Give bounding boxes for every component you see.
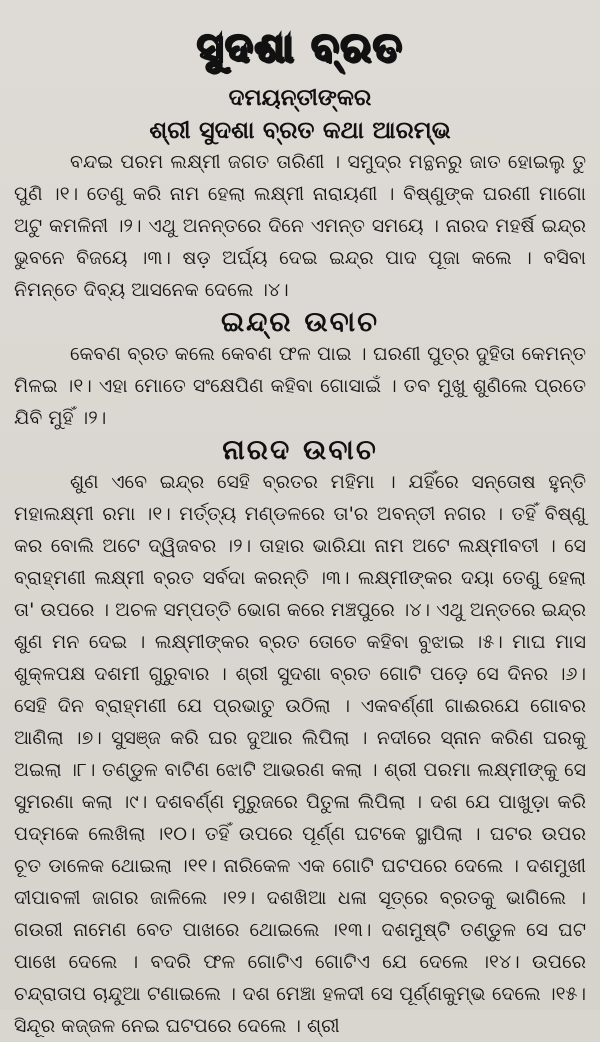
verse-text-2: କେବଣ ବ୍ରତ କଲେ କେବଣ ଫଳ ପାଇ । ଘରଣୀ ପୁତ୍ର ଦୁହିତା କେମନ୍ତ ମିଳଇ ।୧। ଏହା ମୋତେ ସଂକ୍ଷେପିଣ କହିବା ଗୋସାଇଁ । ତବ ମୁଖୁ ଶୁଣିଲେ ପ୍ରତେ ଯିବି ମୁହିଁ ।୨। xyxy=(14,343,586,429)
narada-uvacha-heading: ନାରଦ ଉବାଚ xyxy=(222,433,378,466)
page-title: ସୁଦଶା ବ୍ରତ xyxy=(196,25,404,71)
indra-uvacha-heading: ଇନ୍ଦ୍ର ଉବାଚ xyxy=(220,305,380,338)
story-heading: ଶ୍ରୀ ସୁଦଶା ବ୍ରତ କଥା ଆରମ୍ଭ xyxy=(149,116,451,144)
section-subtitle: ଦମୟନ୍ତୀଙ୍କର xyxy=(228,85,372,111)
verse-text-1: ବନ୍ଦଇ ପରମ ଲକ୍ଷ୍ମୀ ଜଗତ ତାରିଣୀ । ସମୁଦ୍ର ମନ୍ଥନରୁ ଜାତ ହୋଇଲୁ ତୁ ପୁଣି ।୧। ତେଣୁ କରି ନାମ ହେଲା ଲକ୍ଷ୍ମୀ ନାରାୟଣୀ । ବିଷ୍ଣୁଙ୍କ ଘରଣୀ ମାଗୋ ଅଟୁ କମଳିନୀ ।୨। ଏଥୁ ଅନନ୍ତରେ ଦିନେ ଏମନ୍ତ ସମୟେ । ନାରଦ ମହର୍ଷି ଇନ୍ଦ୍ର ଭୁବନେ ବିଜୟେ ।୩। ଷଡ଼ ଅର୍ଘ୍ୟ ଦେଇ ଇନ୍ଦ୍ର ପାଦ ପୂଜା କଲେ । ବସିବା ନିମନ୍ତେ ଦିବ୍ୟ ଆସନେକ ଦେଲେ ।୪। xyxy=(14,151,586,301)
verse-text-3: ଶୁଣ ଏବେ ଇନ୍ଦ୍ର ସେହି ବ୍ରତର ମହିମା । ଯହିଁରେ ସନ୍ତୋଷ ହୁନ୍ତି ମହାଲକ୍ଷ୍ମୀ ରମା ।୧। ମର୍ତ୍ତ୍ୟ ମଣ୍ଡଳରେ ତା'ର ଅବନ୍ତୀ ନଗର । ତହିଁ ବିଷ୍ଣୁ କର ବୋଲି ଅଟେ ଦ୍ୱିଜବର ।୨। ତାହାର ଭାରିଯା ନାମ ଅଟେ ଲକ୍ଷ୍ମୀବତୀ । ସେ ବ୍ରାହ୍ମଣୀ ଲକ୍ଷ୍ମୀ ବ୍ରତ ସର୍ବଦା କରନ୍ତି ।୩। ଲକ୍ଷ୍ମୀଙ୍କର ଦୟା ତେଣୁ ହେଲା ତା' ଉପରେ । ଅଚଳ ସମ୍ପତ୍ତି ଭୋଗ କରେ ମଞ୍ଚପୁରେ ।୪। ଏଥୁ ଅନ୍ତରେ ଇନ୍ଦ୍ର ଶୁଣ ମନ ଦେଇ । ଲକ୍ଷ୍ମୀଙ୍କର ବ୍ରତ ତୋତେ କହିବା ବୁଝାଇ ।୫। ମାଘ ମାସ ଶୁକ୍ଳପକ୍ଷ ଦଶମୀ ଗୁରୁବାର । ଶ୍ରୀ ସୁଦଶା ବ୍ରତ ଗୋଟି ପଡ଼େ ସେ ଦିନର ।୬। ସେହି ଦିନ ବ୍ରାହ୍ମଣୀ ଯେ ପ୍ରଭାତୁ ଉଠିଲା । ଏକବର୍ଣ୍ଣୀ ଗାଈରଯେ ଗୋବର ଆଣିଲା ।୭। ସୁସଞ୍ଜ କରି ଘର ଦୁଆର ଲିପିଲା । ନଦୀରେ ସ୍ନାନ କରିଣ ଘରକୁ ଅଇଲା ।୮। ତଣ୍ଡୁଳ ବାଟିଣ ଝୋଟି ଆଭରଣ କଲା । ଶ୍ରୀ ପରମା ଲକ୍ଷ୍ମୀଙ୍କୁ ସେ ସୁମରଣା କଲା ।୯। ଦଶବର୍ଣ୍ଣ ମୁରୁଜରେ ପିତୁଳା ଲିପିଲା । ଦଶ ଯେ ପାଖୁଡ଼ା କରି ପଦ୍ମକେ ଲେଖିଲା ।୧୦। ତହିଁ ଉପରେ ପୂର୍ଣ୍ଣ ଘଟକେ ସ୍ଥାପିଲା । ଘଟର ଉପର ଚୂତ ଡାଳେକ ଥୋଇଲା ।୧୧। ନାରିକେଳ ଏକ ଗୋଟି ଘଟପରେ ଦେଲେ । ଦଶମୁଖୀ ଦୀପାବଳୀ ଜାଗର ଜାଳିଲେ ।୧୨। ଦଶଖିଆ ଧଳା ସୂତ୍ରେ ବ୍ରତକୁ ଭାଗିଲେ । ଗଉରୀ ନାମେଣ ବେତ ପାଖରେ ଥୋଇଲେ ।୧୩। ଦଶମୁଷ୍ଟି ତଣ୍ଡୁଳ ସେ ଘଟ ପାଖେ ଦେଲେ । ବଦରି ଫଳ ଗୋଟିଏ ଗୋଟିଏ ଯେ ଦେଲେ ।୧୪। ଉପରେ ଚନ୍ଦ୍ରାତାପ ଚାନ୍ଦୁଆ ଟଣାଇଲେ । ଦଶ ମେଞ୍ଚା ହଳଦୀ ସେ ପୂର୍ଣ୍ଣକୁମ୍ଭ ଦେଲେ ।୧୫। ସିନ୍ଦୂର କଜ୍ଜଳ ନେଇ ଘଟପରେ ଦେଲେ । ଶ୍ରୀ xyxy=(14,471,586,1037)
verse-paragraph-2 xyxy=(10,338,590,434)
verse-paragraph-3 xyxy=(10,466,590,1042)
verse-paragraph-1 xyxy=(10,146,590,306)
